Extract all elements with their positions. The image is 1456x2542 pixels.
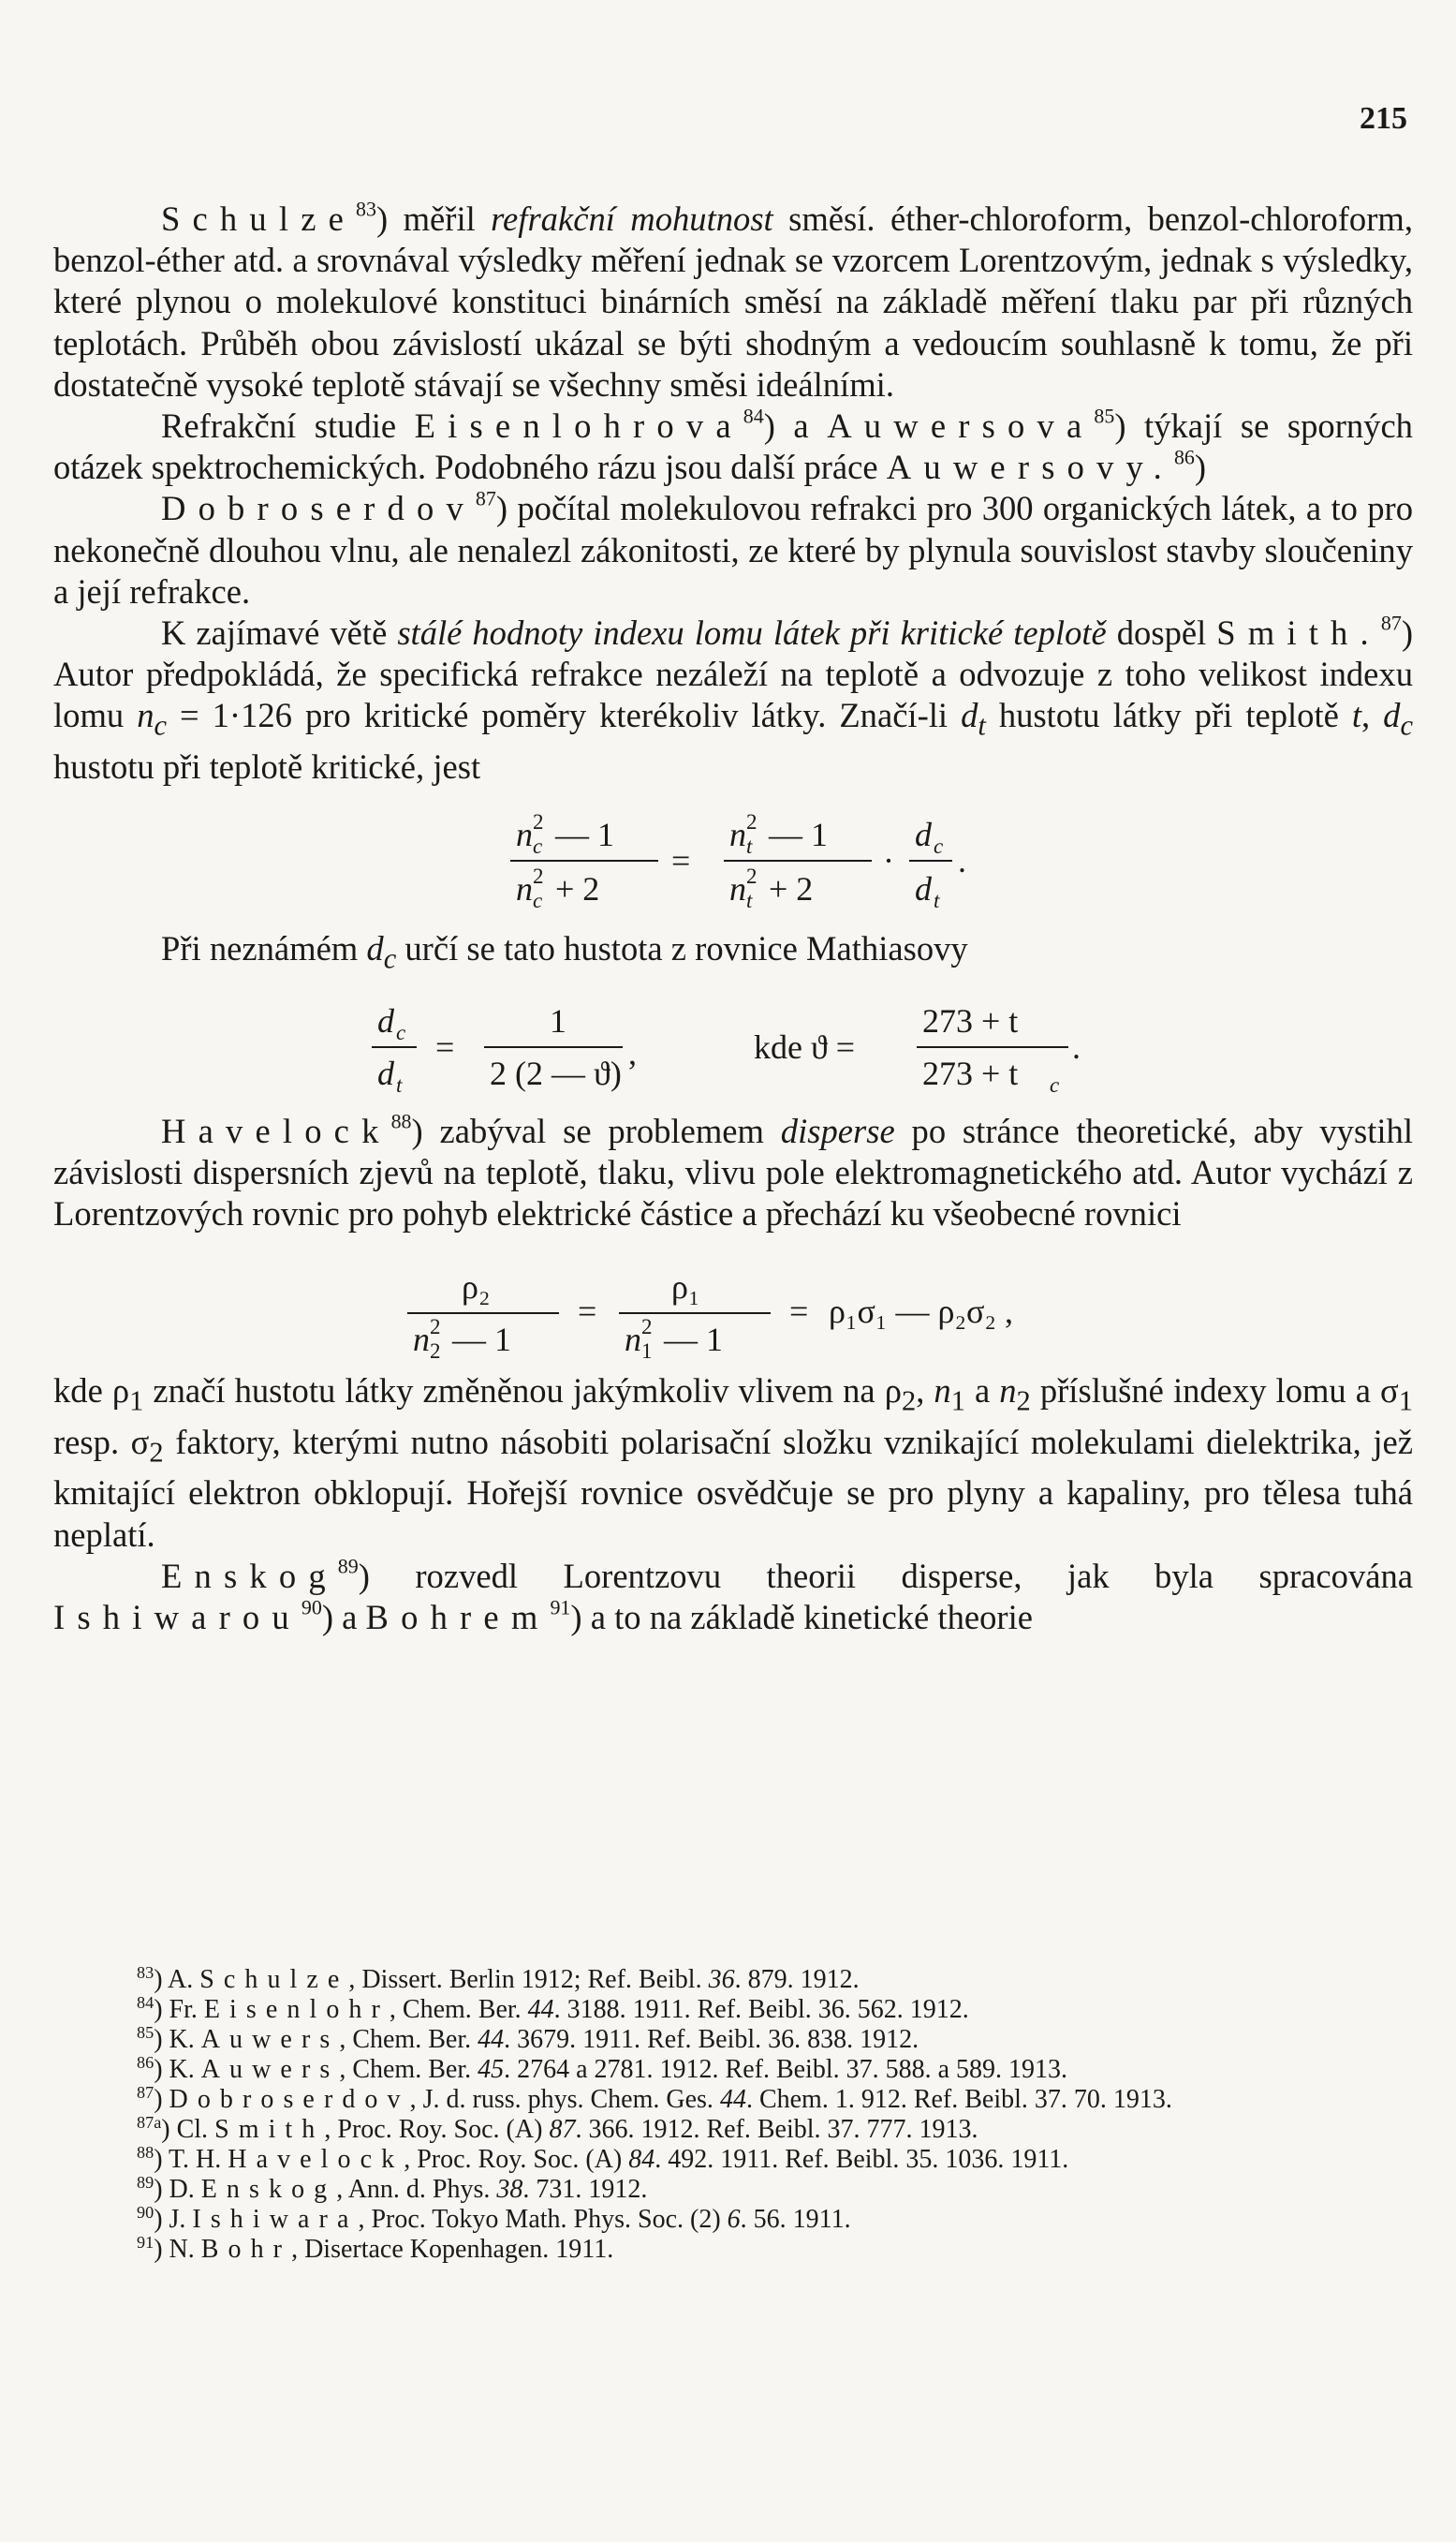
text-run: K zajímavé větě	[161, 613, 398, 653]
footnote-item: $^{87}$) Dobroserdov, J. d. russ. phys. Chem. Ges. 44. Chem. 1. 912. Ref. Beibl. 37. 70. 1913.	[137, 2083, 1172, 2114]
eq-text: — 1	[769, 816, 828, 854]
eq-symbol: n	[729, 870, 746, 909]
footnote-volume: 38	[496, 2175, 523, 2204]
footnote-volume: 45	[478, 2055, 505, 2084]
paragraph-mathias	[53, 928, 1413, 980]
eq-sup: 2	[746, 865, 757, 889]
footnote-volume: 44	[478, 2025, 505, 2054]
footnote-number: 87a	[137, 2113, 162, 2132]
footnote-ref: 90	[301, 1595, 322, 1619]
footnote-item: $^{87a}$) Cl. Smith, Proc. Roy. Soc. (A) 87. 366. 1912. Ref. Beibl. 37. 777. 1913.	[137, 2113, 978, 2144]
text-run: příslušné indexy lomu a σ	[1030, 1371, 1399, 1411]
text-run: a	[333, 1597, 366, 1636]
footnote-text: . 731. 1912.	[522, 2175, 648, 2204]
math-var: d	[366, 929, 384, 968]
text-run: kde ρ	[53, 1371, 130, 1411]
footnote-ref: 84	[743, 404, 764, 428]
eq-sup: 2	[533, 810, 544, 835]
eq-sub: c	[934, 835, 944, 859]
eq-symbol: n	[516, 870, 533, 909]
footnote-item: $^{84}$) Fr. Eisenlohr, Chem. Ber. 44. 3188. 1911. Ref. Beibl. 36. 562. 1912.	[137, 1993, 969, 2024]
footnote-text: , Chem. Ber.	[339, 2055, 478, 2084]
math-sub: 2	[1016, 1384, 1031, 1417]
eq-sub: c	[396, 1020, 406, 1044]
footnote-text: . Chem. 1. 912. Ref. Beibl. 37. 70. 1913.	[745, 2085, 1172, 2114]
math-sub: 2	[149, 1436, 164, 1469]
eq-text: 273 + t	[922, 1054, 1019, 1092]
eq-text: =	[789, 1293, 809, 1331]
eq-text: — 1	[555, 816, 614, 854]
eq-text: ρ₁σ₁ — ρ₂σ₂ ,	[829, 1293, 1013, 1331]
footnote-text: , Ann. d. Phys.	[336, 2175, 497, 2204]
footnote-ref: 91	[550, 1595, 571, 1619]
eq-sup: 2	[641, 1315, 653, 1339]
text-run: dospěl	[1106, 613, 1217, 653]
footnote-volume: 6	[727, 2205, 741, 2234]
author-name: Smith.	[1216, 613, 1381, 653]
footnote-item: $^{88}$) T. H. Havelock, Proc. Roy. Soc. (A) 84. 492. 1911. Ref. Beibl. 35. 1036. 1911.	[137, 2143, 1069, 2174]
eq-sup: 2	[430, 1315, 441, 1339]
footnote-number: 86	[137, 2053, 154, 2072]
text-run: směsí. éther-chloroform, benzol-chloroform, benzol-éther atd. a srovnával výsledky měření jednak se vzorcem Lorentzovým, jednak s výsledky, které plynou o molekulové konstituci binárních směsí na základě měření tlaku par při různých teplotách. Průběh obou závislostí ukázal se býti shodným a vedoucím souhlasně k tomu, že při dostatečně vysoké teplotě stávají se všechny směsi ideálními.	[53, 200, 1413, 404]
footnote-ref: 83	[356, 197, 376, 221]
math-sub: 1	[1398, 1384, 1413, 1417]
footnote-author: Auwers	[200, 2055, 340, 2084]
footnote-number: 84	[137, 1993, 154, 2012]
footnote-text: . 3188. 1911. Ref. Beibl. 36. 562. 1912.	[553, 1995, 969, 2024]
eq-text: 2 (2 — ϑ)	[490, 1054, 622, 1092]
author-name: Bohrem	[365, 1597, 551, 1636]
eq-sub: t	[396, 1072, 403, 1097]
paragraph-smith: K zajímavé větě stálé hodnoty indexu lomu látek při kritické teplotě dospěl Smith.$^{87}$) Autor předpokládá, že specifická refrakce nezáleží na teplotě a odvozuje z toho velikost indexu lomu $n_c = 1\cdot 126$ pro kritické poměry kterékoliv látky. Značí-li $d_t$ hustotu látky při teplotě t, $d_c$ hustotu při teplotě kritické, jest	[53, 611, 1413, 786]
emphasis: refrakční mohutnost	[491, 200, 773, 238]
footnote-item: $^{90}$) J. Ishiwara, Proc. Tokyo Math. Phys. Soc. (2) 6. 56. 1911.	[137, 2203, 851, 2234]
eq-sub: t	[746, 835, 753, 859]
footnote-text: K.	[169, 2055, 201, 2084]
text-run: a	[964, 1371, 1000, 1411]
footnote-text: A.	[167, 1965, 200, 1994]
eq-text: — 1	[452, 1321, 511, 1359]
math-var: n	[999, 1371, 1017, 1411]
text-run: a to na základě kinetické theorie	[581, 1597, 1033, 1636]
eq-symbol: n	[729, 816, 746, 854]
eq-text: 273 + t	[922, 1001, 1019, 1040]
footnote-ref: 89	[337, 1554, 359, 1578]
footnote-item: $^{86}$) K. Auwers, Chem. Ber. 45. 2764 a 2781. 1912. Ref. Beibl. 37. 588. a 589. 1913.	[137, 2053, 1068, 2084]
footnote-text: Fr.	[169, 1995, 204, 2024]
footnote-text: , Proc. Roy. Soc. (A)	[404, 2145, 629, 2174]
math-sub: 2	[901, 1384, 917, 1417]
author-name: Auwersova	[827, 406, 1095, 446]
footnotes	[53, 1965, 1413, 2265]
math-var: d	[1383, 696, 1401, 735]
footnote-volume: 44	[527, 1995, 554, 2024]
text-run: týkají se sporných otázek spektrochemických. Podobného rázu jsou další práce	[53, 406, 1413, 487]
footnote-author: Dobroserdov	[169, 2085, 410, 2114]
footnote-number: 89	[137, 2173, 154, 2192]
text-run: počítal molekulovou refrakci pro 300 organických látek, a to pro nekonečně dlouhou vlnu, ale nenalezl zákonitosti, ze které by plynula souvislost stavby sloučeniny a její refrakce.	[53, 489, 1413, 611]
footnote-text: , Proc. Tokyo Math. Phys. Soc. (2)	[358, 2205, 728, 2234]
text-run: ,	[1361, 696, 1384, 735]
text-run: Při neznámém	[161, 929, 367, 968]
text-run: a	[774, 406, 828, 446]
equation-mathias-svg	[53, 980, 1413, 1111]
footnote-text: , Chem. Ber.	[389, 1995, 528, 2024]
eq-sub: t	[746, 889, 753, 913]
text-run: hustotu při teplotě kritické, jest	[53, 746, 481, 786]
eq-text: ,	[628, 1033, 637, 1071]
eq-sub: c	[533, 889, 543, 913]
paragraph-schulze: Schulze$^{83}$) měřil refrakční mohutnost směsí. éther-chloroform, benzol-chloroform, benzol-éther atd. a srovnával výsledky měření jednak se vzorcem Lorentzovým, jednak s výsledky, které plynou o molekulové konstituci binárních směsí na základě měření tlaku par při různých teplotách. Průběh obou závislostí ukázal se býti shodným a vedoucím souhlasně k tomu, že při dostatečně vysoké teplotě stávají se všechny směsi ideálními.	[53, 197, 1413, 404]
eq-symbol: d	[915, 816, 932, 854]
text-run: resp. σ	[53, 1422, 150, 1461]
author-name: Auwersovy.	[886, 448, 1174, 487]
footnote-number: 91	[137, 2233, 154, 2252]
footnote-text: . 3679. 1911. Ref. Beibl. 36. 838. 1912.	[504, 2025, 919, 2054]
footnote-text: T. H.	[169, 2145, 228, 2174]
footnote-text: , Chem. Ber.	[339, 2025, 478, 2054]
eq-symbol: n	[625, 1321, 641, 1359]
math-var: n	[934, 1371, 951, 1411]
text-run: = 1·126 pro kritické poměry kterékoliv látky. Značí-li	[167, 696, 962, 735]
footnote-ref: 87	[475, 487, 496, 511]
eq-text: + 2	[555, 870, 600, 909]
footnote-text: , Disertace Kopenhagen. 1911.	[291, 2235, 614, 2264]
text-run: po stránce theoretické, aby vystihl závislosti dispersních zjevů na teplotě, tlaku, vlivu pole elektromagnetického atd. Autor vychází z Lorentzových rovnic pro pohyb elektrické částice a přechází ku všeobecné rovnici	[53, 1111, 1413, 1234]
text-run: zabýval se problemem	[422, 1111, 781, 1150]
math-var: n	[137, 696, 154, 735]
math-sub: c	[383, 942, 397, 975]
paragraph-eisenlohr: Refrakční studie Eisenlohrova$^{84}$) a Auwersova$^{85}$) týkají se sporných otázek spektrochemických. Podobného rázu jsou další práce Auwersovy.$^{86}$)	[53, 404, 1413, 487]
eq-text: .	[1072, 1027, 1081, 1066]
author-name: Dobroserdov	[161, 489, 476, 528]
eq-text: — 1	[664, 1321, 723, 1359]
footnote-ref: 87	[1380, 611, 1402, 635]
eq-symbol: n	[413, 1321, 430, 1359]
footnote-author: Ishiwara	[192, 2205, 359, 2234]
footnote-number: 88	[137, 2143, 154, 2162]
paragraph-havelock: Havelock$^{88}$) zabýval se problemem disperse po stránce theoretické, aby vystihl závislosti dispersních zjevů na teplotě, tlaku, vlivu pole elektromagnetického atd. Autor vychází z Lorentzových rovnic pro pohyb elektrické částice a přechází ku všeobecné rovnici	[53, 1109, 1413, 1234]
footnote-text: D.	[169, 2175, 201, 2204]
eq-text: 1	[550, 1001, 566, 1040]
footnote-author: Auwers	[200, 2025, 340, 2054]
footnote-text: , Proc. Roy. Soc. (A)	[324, 2115, 550, 2144]
text-run: Autor předpokládá, že specifická refrakce nezáleží na teplotě a odvozuje z toho velikost indexu lomu	[53, 655, 1413, 735]
paragraph-kde	[53, 1370, 1413, 1555]
footnote-item: $^{89}$) D. Enskog, Ann. d. Phys. 38. 731. 1912.	[137, 2173, 648, 2204]
eq-sup: 2	[746, 810, 757, 835]
footnote-number: 87	[137, 2083, 154, 2102]
footnote-item: $^{83}$) A. Schulze, Dissert. Berlin 1912; Ref. Beibl. 36. 879. 1912.	[137, 1963, 860, 1994]
footnote-ref: 88	[390, 1109, 412, 1133]
equation-mathias	[53, 980, 1413, 1111]
footnote-item: $^{91}$) N. Bohr, Disertace Kopenhagen. 1911.	[137, 2233, 614, 2264]
footnote-number: 85	[137, 2023, 154, 2042]
math-sub: c	[1400, 709, 1413, 742]
eq-sub: 2	[430, 1339, 441, 1364]
eq-text: kde ϑ =	[754, 1027, 856, 1066]
eq-symbol: ρ₁	[671, 1268, 700, 1307]
author-name: Schulze	[161, 200, 357, 238]
text-run: Refrakční studie	[161, 406, 415, 446]
math-sub: c	[154, 709, 168, 742]
eq-symbol: d	[915, 870, 932, 909]
footnote-text: . 879. 1912.	[734, 1965, 860, 1994]
eq-text: =	[435, 1027, 455, 1066]
emphasis: disperse	[780, 1111, 895, 1150]
footnote-text: K.	[169, 2025, 201, 2054]
eq-text: .	[958, 842, 966, 880]
math-sub: 1	[129, 1384, 144, 1417]
footnote-ref: 85	[1094, 404, 1115, 428]
footnote-author: Schulze	[199, 1965, 349, 1994]
eq-symbol: n	[516, 816, 533, 854]
eq-text: =	[671, 842, 691, 880]
text-run: měřil	[388, 200, 492, 238]
footnote-author: Bohr	[200, 2235, 292, 2264]
footnote-author: Havelock	[228, 2145, 404, 2174]
eq-text: + 2	[769, 870, 814, 909]
text-run: hustotu látky při teplotě	[985, 696, 1352, 735]
eq-sub: 1	[641, 1339, 653, 1364]
body-text	[53, 199, 1413, 1638]
footnote-author: Enskog	[200, 2175, 337, 2204]
equation-critical-index-svg	[53, 788, 1413, 928]
math-var: d	[961, 696, 978, 735]
math-sub: t	[978, 709, 986, 742]
text-run: faktory, kterými nutno násobiti polarisační složku vznikající molekulami dielektrika, jež kmitající elektron obklopují. Hořejší rovnice osvědčuje se pro plyny a kapaliny, pro tělesa tuhá neplatí.	[53, 1422, 1413, 1554]
eq-symbol: d	[377, 1054, 394, 1092]
eq-symbol: d	[377, 1001, 394, 1040]
eq-text: ·	[883, 842, 894, 880]
footnote-text: , J. d. russ. phys. Chem. Ges.	[409, 2085, 720, 2114]
footnote-text: . 492. 1911. Ref. Beibl. 35. 1036. 1911.	[654, 2145, 1069, 2174]
footnote-author: Eisenlohr	[203, 1995, 390, 2024]
eq-symbol: ρ₂	[462, 1268, 491, 1307]
footnote-text: Cl.	[176, 2115, 215, 2144]
math-var: t	[1351, 696, 1362, 735]
eq-sub: t	[934, 889, 940, 913]
eq-sub: c	[1050, 1072, 1060, 1097]
footnote-item: $^{85}$) K. Auwers, Chem. Ber. 44. 3679. 1911. Ref. Beibl. 36. 838. 1912.	[137, 2023, 919, 2054]
footnote-volume: 44	[719, 2085, 746, 2114]
paragraph-enskog: Enskog$^{89}$) rozvedl Lorentzovu theorii disperse, jak byla spracována Ishiwarou$^{90}$) a Bohrem$^{91}$) a to na základě kinetické theorie	[53, 1554, 1413, 1636]
footnote-number: 83	[137, 1963, 154, 1982]
eq-text: =	[578, 1293, 597, 1331]
footnote-text: J.	[169, 2205, 193, 2234]
text-run: značí hustotu látky změněnou jakýmkoliv vlivem na ρ	[143, 1371, 902, 1411]
eq-sup: 2	[533, 865, 544, 889]
eq-sub: c	[533, 835, 543, 859]
emphasis: stálé hodnoty indexu lomu látek při kritické teplotě	[397, 613, 1107, 653]
text-run: určí se tato hustota z rovnice Mathiasovy	[396, 929, 968, 968]
page-number: 215	[1360, 101, 1407, 136]
equation-dispersion-svg	[53, 1234, 1413, 1370]
paragraph-dobroserdov: Dobroserdov$^{87}$) počítal molekulovou refrakci pro 300 organických látek, a to pro nekonečně dlouhou vlnu, ale nenalezl zákonitosti, ze které by plynula souvislost stavby sloučeniny a její refrakce.	[53, 487, 1413, 611]
footnote-volume: 84	[628, 2145, 655, 2174]
footnote-author: Smith	[214, 2115, 325, 2144]
text-run: rozvedl Lorentzovu theorii disperse, jak byla spracována	[369, 1556, 1413, 1595]
footnote-text: . 366. 1912. Ref. Beibl. 37. 777. 1913.	[575, 2115, 978, 2144]
footnote-volume: 36	[708, 1965, 735, 1994]
footnote-number: 90	[137, 2203, 154, 2222]
equation-dispersion	[53, 1234, 1413, 1370]
author-name: Eisenlohrova	[414, 406, 743, 446]
footnote-volume: 87	[549, 2115, 576, 2144]
footnote-ref: 86	[1173, 445, 1195, 469]
author-name: Havelock	[161, 1111, 391, 1150]
footnote-text: N.	[169, 2235, 201, 2264]
footnote-text: . 2764 a 2781. 1912. Ref. Beibl. 37. 588. a 589. 1913.	[504, 2055, 1068, 2084]
footnote-text: . 56. 1911.	[740, 2205, 851, 2234]
footnote-text: , Dissert. Berlin 1912; Ref. Beibl.	[348, 1965, 709, 1994]
math-sub: 1	[950, 1384, 965, 1417]
equation-critical-index	[53, 788, 1413, 928]
author-name: Enskog	[161, 1556, 338, 1595]
text-run: ,	[916, 1371, 934, 1411]
author-name: Ishiwarou	[53, 1597, 301, 1636]
